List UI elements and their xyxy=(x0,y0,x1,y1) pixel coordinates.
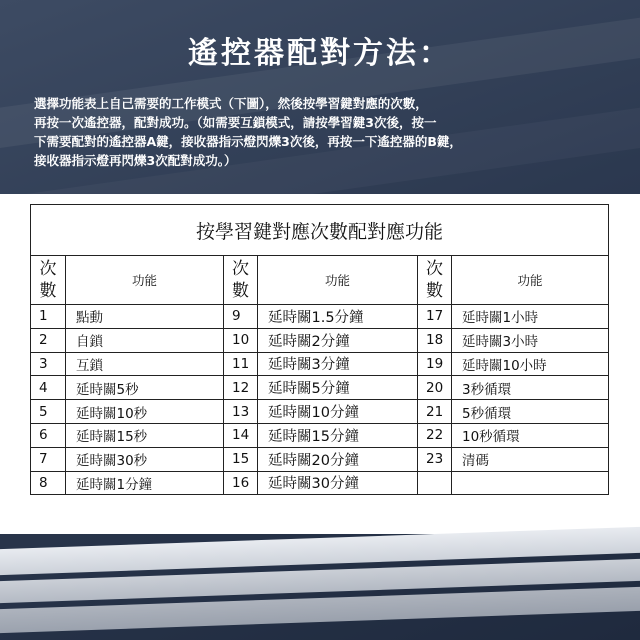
function-cell: 清碼 xyxy=(452,447,609,471)
count-cell: 7 xyxy=(31,447,66,471)
function-cell: 延時關3分鐘 xyxy=(258,352,418,376)
count-cell xyxy=(418,471,452,495)
function-table xyxy=(30,204,609,495)
function-cell: 延時關1.5分鐘 xyxy=(258,305,418,329)
header-count-char: 次 xyxy=(426,259,443,279)
count-cell: 1 xyxy=(31,305,66,329)
function-cell: 延時關5秒 xyxy=(66,376,224,400)
count-cell: 15 xyxy=(224,447,258,471)
instruction-line: 再按一次遙控器，配對成功。（如需要互鎖模式，請按學習鍵3次後，按一 xyxy=(34,115,437,130)
header-count xyxy=(418,256,452,305)
table-row xyxy=(31,352,609,376)
count-cell: 17 xyxy=(418,305,452,329)
function-cell: 延時關10小時 xyxy=(452,352,609,376)
count-cell: 20 xyxy=(418,376,452,400)
count-cell: 2 xyxy=(31,328,66,352)
function-cell xyxy=(452,471,609,495)
function-cell: 延時關5分鐘 xyxy=(258,376,418,400)
function-cell: 10秒循環 xyxy=(452,423,609,447)
function-cell: 延時關1分鐘 xyxy=(66,471,224,495)
header-count xyxy=(224,256,258,305)
count-cell: 16 xyxy=(224,471,258,495)
function-cell: 5秒循環 xyxy=(452,400,609,424)
function-cell: 點動 xyxy=(66,305,224,329)
table-body xyxy=(31,305,609,495)
count-cell: 12 xyxy=(224,376,258,400)
count-cell: 22 xyxy=(418,423,452,447)
header-count-char: 數 xyxy=(39,281,57,301)
header-function: 功能 xyxy=(258,256,418,305)
function-cell: 延時關30分鐘 xyxy=(258,471,418,495)
table-title: 按學習鍵對應次數配對應功能 xyxy=(31,205,609,256)
function-cell: 延時關30秒 xyxy=(66,447,224,471)
header-count-char: 數 xyxy=(232,281,249,301)
count-cell: 23 xyxy=(418,447,452,471)
count-cell: 10 xyxy=(224,328,258,352)
count-cell: 3 xyxy=(31,352,66,376)
function-cell: 延時關15分鐘 xyxy=(258,423,418,447)
header-function: 功能 xyxy=(452,256,609,305)
instructions xyxy=(34,94,614,170)
table-row xyxy=(31,447,609,471)
count-cell: 11 xyxy=(224,352,258,376)
header-count xyxy=(31,256,66,305)
table-row xyxy=(31,423,609,447)
function-cell: 延時關15秒 xyxy=(66,423,224,447)
table-row xyxy=(31,400,609,424)
function-cell: 延時關2分鐘 xyxy=(258,328,418,352)
count-cell: 4 xyxy=(31,376,66,400)
count-cell: 6 xyxy=(31,423,66,447)
count-cell: 18 xyxy=(418,328,452,352)
header-count-char: 次 xyxy=(232,259,249,279)
table-header-row xyxy=(31,256,609,305)
function-cell: 自鎖 xyxy=(66,328,224,352)
table-row xyxy=(31,471,609,495)
function-cell: 互鎖 xyxy=(66,352,224,376)
function-cell: 3秒循環 xyxy=(452,376,609,400)
count-cell: 21 xyxy=(418,400,452,424)
count-cell: 19 xyxy=(418,352,452,376)
function-table-wrapper xyxy=(30,204,608,495)
header-count-char: 數 xyxy=(426,281,443,301)
table-row xyxy=(31,376,609,400)
header-function: 功能 xyxy=(66,256,224,305)
instruction-line: 接收器指示燈再閃爍3次配對成功。） xyxy=(34,153,237,168)
instruction-line: 選擇功能表上自己需要的工作模式（下圖），然後按學習鍵對應的次數， xyxy=(34,96,428,111)
page-title: 遙控器配對方法： xyxy=(188,36,452,71)
function-cell: 延時關10秒 xyxy=(66,400,224,424)
function-cell: 延時關20分鐘 xyxy=(258,447,418,471)
table-row xyxy=(31,305,609,329)
count-cell: 8 xyxy=(31,471,66,495)
count-cell: 14 xyxy=(224,423,258,447)
header-count-char: 次 xyxy=(39,259,57,279)
table-row xyxy=(31,328,609,352)
count-cell: 9 xyxy=(224,305,258,329)
function-cell: 延時關10分鐘 xyxy=(258,400,418,424)
function-cell: 延時關3小時 xyxy=(452,328,609,352)
count-cell: 5 xyxy=(31,400,66,424)
instruction-line: 下需要配對的遙控器A鍵，接收器指示燈閃爍3次後，再按一下遙控器的B鍵， xyxy=(34,134,462,149)
count-cell: 13 xyxy=(224,400,258,424)
function-cell: 延時關1小時 xyxy=(452,305,609,329)
